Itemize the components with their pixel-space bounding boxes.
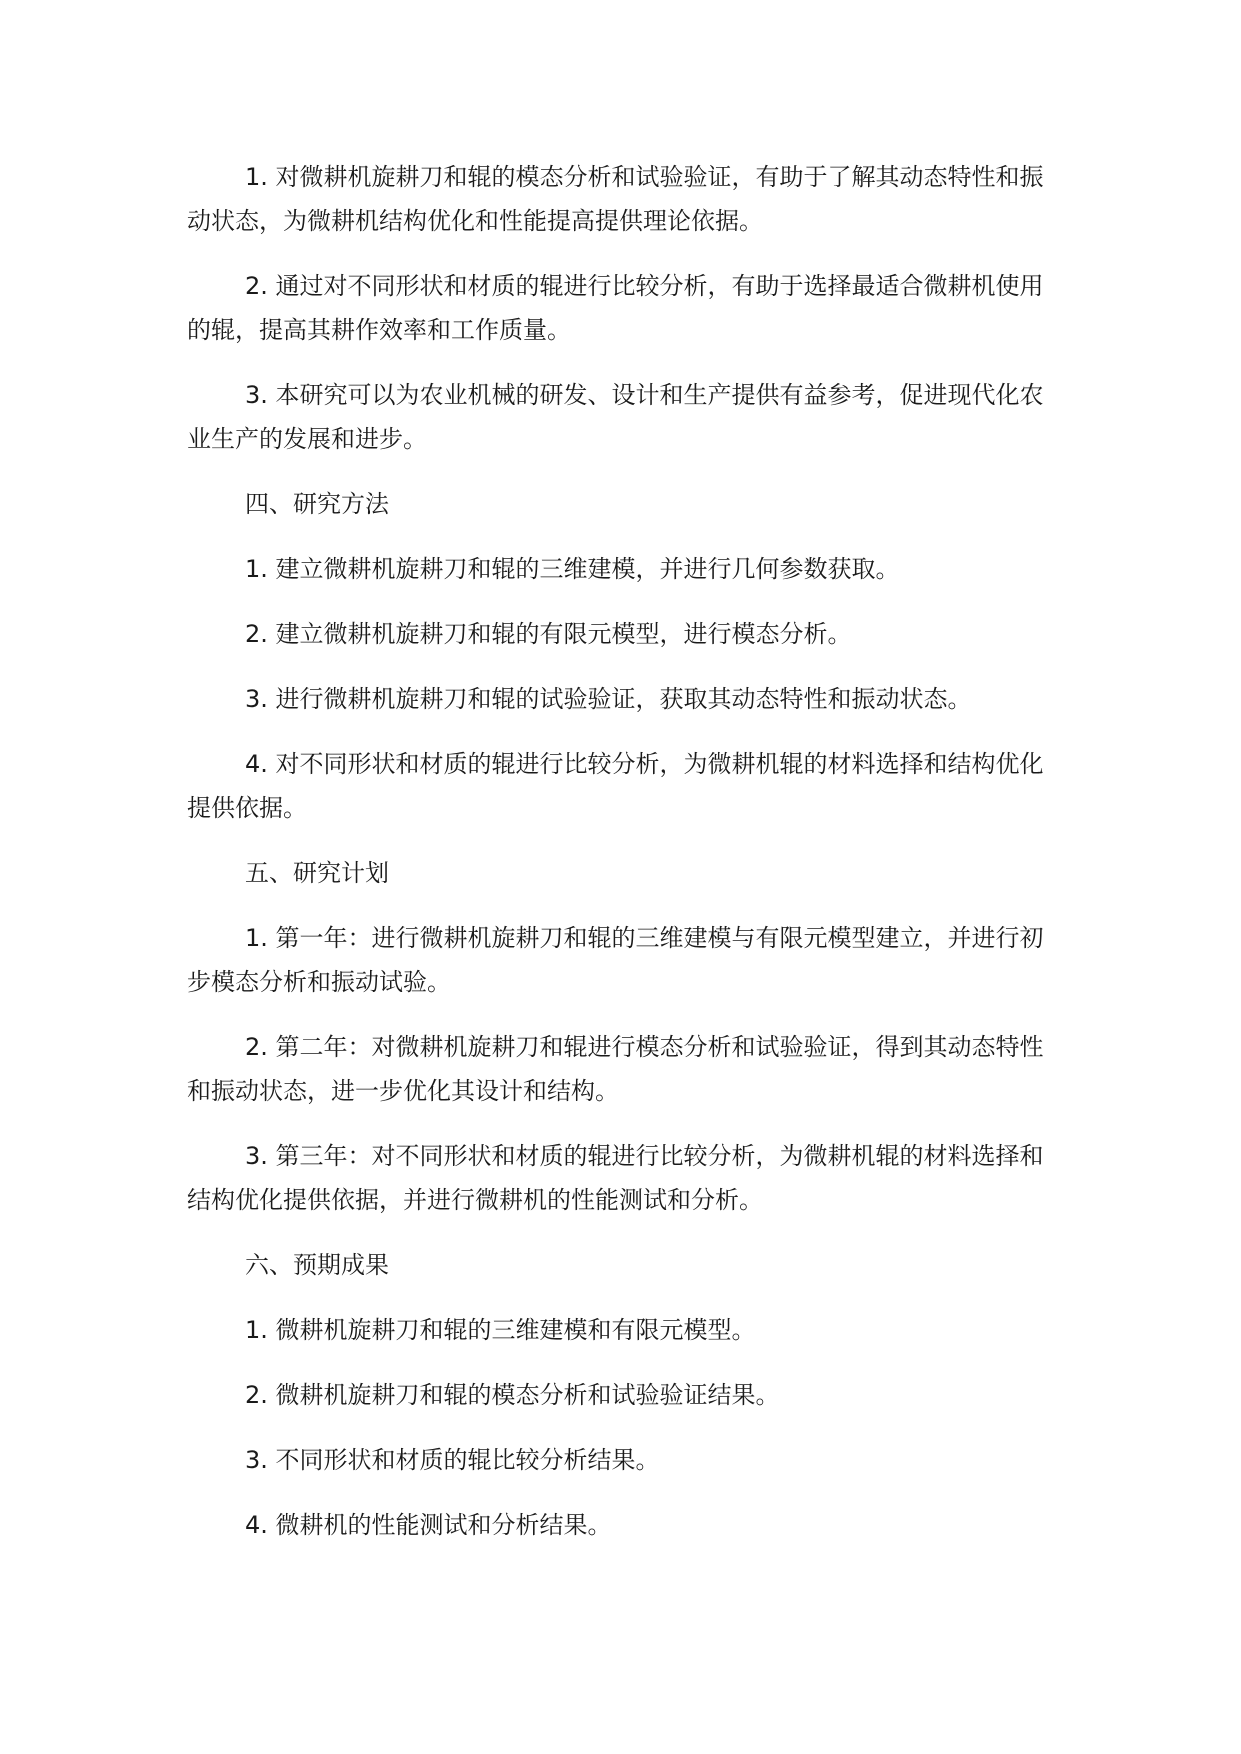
paragraph: 2. 微耕机旋耕刀和辊的模态分析和试验验证结果。 <box>245 1381 780 1409</box>
paragraph: 1. 对微耕机旋耕刀和辊的模态分析和试验验证，有助于了解其动态特性和振动状态，为微耕机结构优化和性能提高提供理论依据。 <box>187 163 1044 235</box>
section-heading: 五、研究计划 <box>245 859 389 887</box>
paragraph: 3. 不同形状和材质的辊比较分析结果。 <box>245 1446 660 1474</box>
section-heading: 六、预期成果 <box>245 1251 389 1279</box>
paragraph: 1. 第一年：进行微耕机旋耕刀和辊的三维建模与有限元模型建立，并进行初步模态分析和振动试验。 <box>187 924 1044 996</box>
paragraph: 1. 建立微耕机旋耕刀和辊的三维建模，并进行几何参数获取。 <box>245 555 900 583</box>
paragraph: 2. 建立微耕机旋耕刀和辊的有限元模型，进行模态分析。 <box>245 620 852 648</box>
paragraph: 1. 微耕机旋耕刀和辊的三维建模和有限元模型。 <box>245 1316 756 1344</box>
paragraph: 4. 对不同形状和材质的辊进行比较分析，为微耕机辊的材料选择和结构优化提供依据。 <box>187 750 1044 822</box>
paragraph: 2. 通过对不同形状和材质的辊进行比较分析，有助于选择最适合微耕机使用的辊，提高其耕作效率和工作质量。 <box>187 272 1044 344</box>
paragraph: 2. 第二年：对微耕机旋耕刀和辊进行模态分析和试验验证，得到其动态特性和振动状态，进一步优化其设计和结构。 <box>187 1033 1044 1105</box>
paragraph: 4. 微耕机的性能测试和分析结果。 <box>245 1511 612 1539</box>
section-heading: 四、研究方法 <box>245 490 389 518</box>
paragraph: 3. 本研究可以为农业机械的研发、设计和生产提供有益参考，促进现代化农业生产的发展和进步。 <box>187 381 1044 453</box>
document-body <box>187 155 1057 1568</box>
paragraph: 3. 第三年：对不同形状和材质的辊进行比较分析，为微耕机辊的材料选择和结构优化提供依据，并进行微耕机的性能测试和分析。 <box>187 1142 1044 1214</box>
paragraph: 3. 进行微耕机旋耕刀和辊的试验验证，获取其动态特性和振动状态。 <box>245 685 972 713</box>
